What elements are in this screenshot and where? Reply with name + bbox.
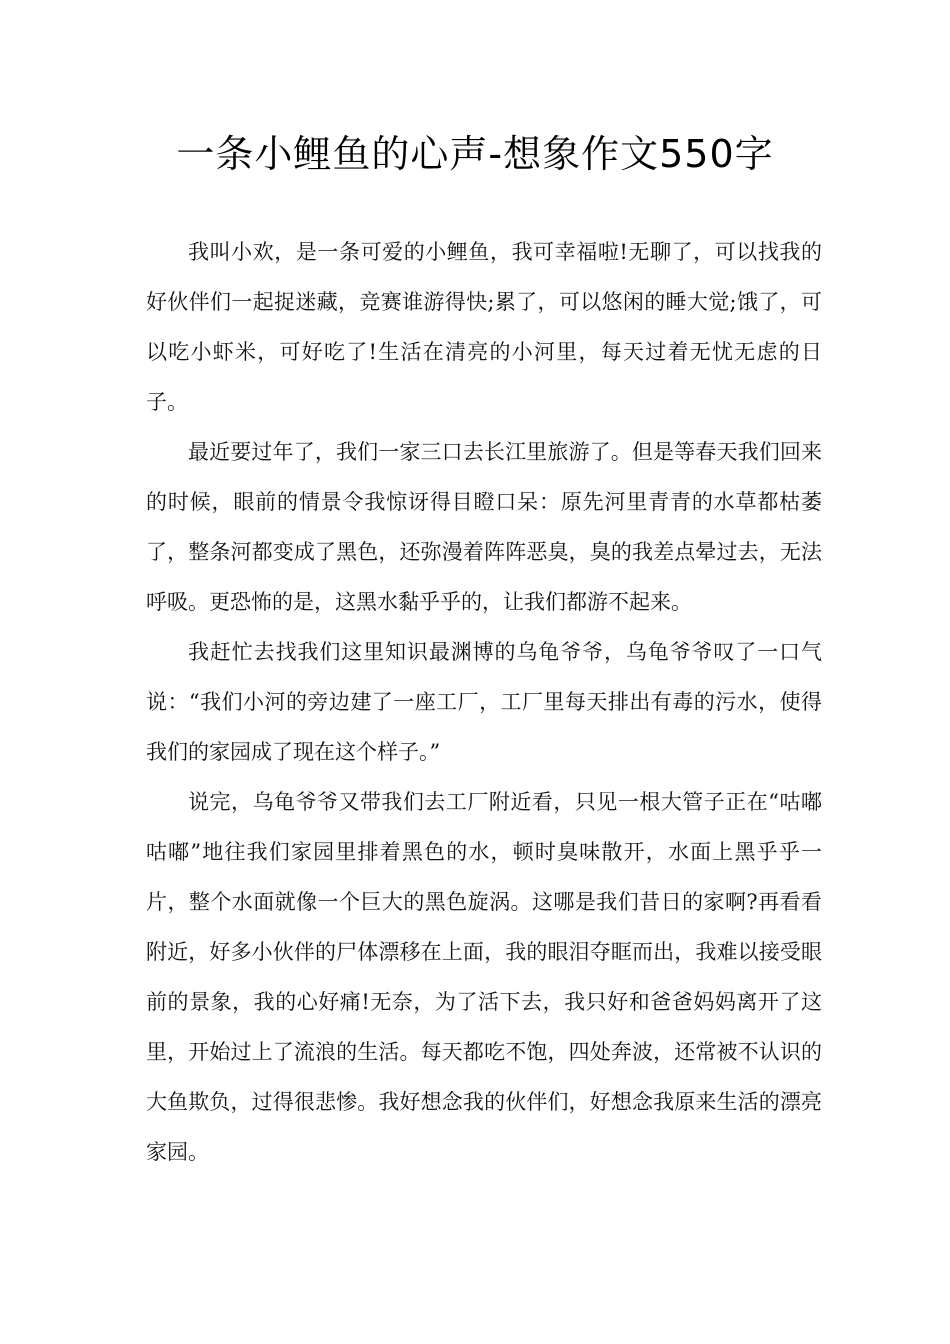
document-body [146, 227, 822, 1177]
paragraph: 最近要过年了，我们一家三口去长江里旅游了。但是等春天我们回来的时候，眼前的情景令我惊讶得目瞪口呆：原先河里青青的水草都枯萎了，整条河都变成了黑色，还弥漫着阵阵恶臭，臭的我差点晕过去，无法呼吸。更恐怖的是，这黑水黏乎乎的，让我们都游不起来。 [146, 440, 822, 614]
paragraph: 我赶忙去找我们这里知识最渊博的乌龟爷爷，乌龟爷爷叹了一口气说：“我们小河的旁边建了一座工厂，工厂里每天排出有毒的污水，使得我们的家园成了现在这个样子。” [146, 640, 822, 764]
document-title: 一条小鲤鱼的心声-想象作文550字 [176, 132, 774, 176]
paragraph: 说完，乌龟爷爷又带我们去工厂附近看，只见一根大管子正在“咕嘟咕嘟”地往我们家园里排着黑色的水，顿时臭味散开，水面上黑乎乎一片，整个水面就像一个巨大的黑色旋涡。这哪是我们昔日的家啊?再看看附近，好多小伙伴的尸体漂移在上面，我的眼泪夺眶而出，我难以接受眼前的景象，我的心好痛!无奈，为了活下去，我只好和爸爸妈妈离开了这里，开始过上了流浪的生活。每天都吃不饱，四处奔波，还常被不认识的大鱼欺负，过得很悲惨。我好想念我的伙伴们，好想念我原来生活的漂亮家园。 [146, 790, 822, 1164]
paragraph: 我叫小欢，是一条可爱的小鲤鱼，我可幸福啦!无聊了，可以找我的好伙伴们一起捉迷藏，竞赛谁游得快;累了，可以悠闲的睡大觉;饿了，可以吃小虾米，可好吃了!生活在清亮的小河里，每天过着无忧无虑的日子。 [146, 240, 822, 414]
